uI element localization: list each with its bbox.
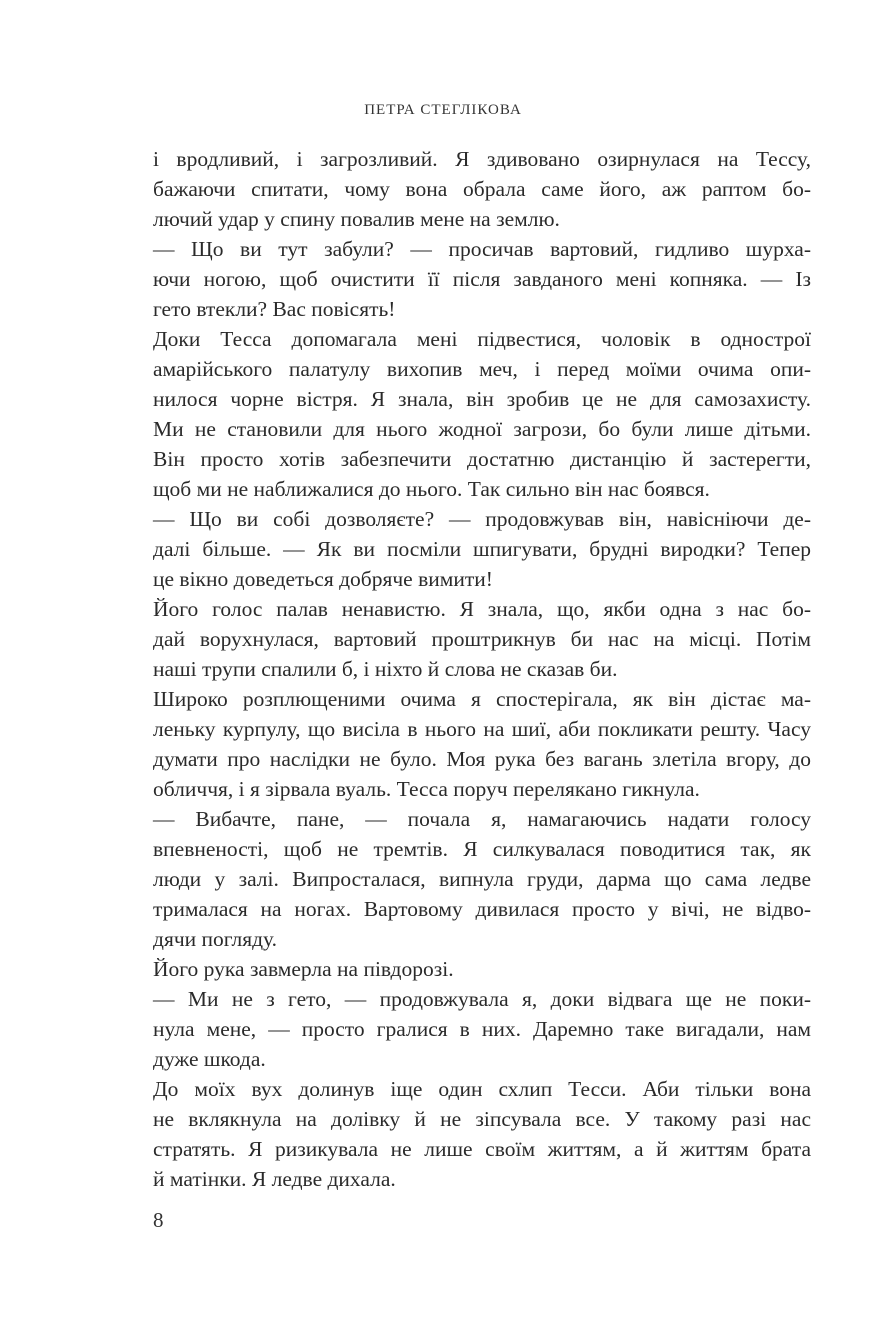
text-line: Широко розплющеними очима я спостерігала, як він дістає ма- — [153, 687, 811, 711]
text-line: Доки Тесса допомагала мені підвестися, чоловік в однострої — [153, 327, 811, 351]
page-number: 8 — [153, 1208, 164, 1232]
body-text — [153, 144, 811, 1194]
text-line: — Що ви тут забули? — просичав вартовий, гидливо шурха- — [153, 237, 811, 261]
paragraph — [153, 684, 811, 804]
text-line: Ми не становили для нього жодної загрози, бо були лише дітьми. — [153, 417, 811, 441]
text-line: гето втекли? Вас повісять! — [153, 297, 396, 321]
paragraph — [153, 234, 811, 324]
text-line: далі більше. — Як ви посміли шпигувати, брудні виродки? Тепер — [153, 537, 811, 561]
text-line: леньку курпулу, що висіла в нього на шиї, аби покликати решту. Часу — [153, 717, 811, 741]
running-head: ПЕТРА СТЕГЛІКОВА — [364, 102, 522, 118]
text-line: впевненості, щоб не тремтів. Я силкувалася поводитися так, як — [153, 837, 811, 861]
text-line: стратять. Я ризикувала не лише своїм життям, а й життям брата — [153, 1137, 811, 1161]
text-line: нула мене, — просто гралися в них. Даремно таке вигадали, нам — [153, 1017, 811, 1041]
text-line: — Що ви собі дозволяєте? — продовжував він, навісніючи де- — [153, 507, 811, 531]
paragraph — [153, 1074, 811, 1194]
text-line: Він просто хотів забезпечити достатню дистанцію й застерегти, — [153, 447, 811, 471]
paragraph — [153, 984, 811, 1074]
text-line: — Ми не з гето, — продовжувала я, доки відвага ще не поки- — [153, 987, 811, 1011]
paragraph — [153, 504, 811, 594]
text-line: наші трупи спалили б, і ніхто й слова не сказав би. — [153, 657, 618, 681]
text-line: бажаючи спитати, чому вона обрала саме його, аж раптом бо- — [153, 177, 811, 201]
text-line: трималася на ногах. Вартовому дивилася просто у вічі, не відво- — [153, 897, 811, 921]
text-line: — Вибачте, пане, — почала я, намагаючись надати голосу — [153, 807, 811, 831]
text-line: Його рука завмерла на півдорозі. — [153, 957, 454, 981]
text-line: думати про наслідки не було. Моя рука без вагань злетіла вгору, до — [153, 747, 811, 771]
text-line: не вклякнула на долівку й не зіпсувала все. У такому разі нас — [153, 1107, 811, 1131]
text-line: нилося чорне вістря. Я знала, він зробив це не для самозахисту. — [153, 387, 811, 411]
text-line: амарійського палатулу вихопив меч, і перед моїми очима опи- — [153, 357, 811, 381]
text-line: дуже шкода. — [153, 1047, 266, 1071]
text-line: ючи ногою, щоб очистити її після завданого мені копняка. — Із — [153, 267, 811, 291]
text-line: обличчя, і я зірвала вуаль. Тесса поруч перелякано гикнула. — [153, 777, 700, 801]
text-line: Його голос палав ненавистю. Я знала, що, якби одна з нас бо- — [153, 597, 811, 621]
text-line: й матінки. Я ледве дихала. — [153, 1167, 396, 1191]
text-line: дячи погляду. — [153, 927, 278, 951]
paragraph — [153, 144, 811, 234]
text-line: лючий удар у спину повалив мене на землю. — [153, 207, 560, 231]
text-line: дай ворухнулася, вартовий проштрикнув би нас на місці. Потім — [153, 627, 811, 651]
paragraph — [153, 954, 811, 984]
text-line: До моїх вух долинув іще один схлип Тесси. Аби тільки вона — [153, 1077, 811, 1101]
paragraph — [153, 594, 811, 684]
text-line: люди у залі. Випросталася, випнула груди, дарма що сама ледве — [153, 867, 811, 891]
paragraph — [153, 324, 811, 504]
text-line: і вродливий, і загрозливий. Я здивовано озирнулася на Тессу, — [153, 147, 811, 171]
paragraph — [153, 804, 811, 954]
text-line: щоб ми не наближалися до нього. Так сильно він нас боявся. — [153, 477, 710, 501]
text-line: це вікно доведеться добряче вимити! — [153, 567, 493, 591]
